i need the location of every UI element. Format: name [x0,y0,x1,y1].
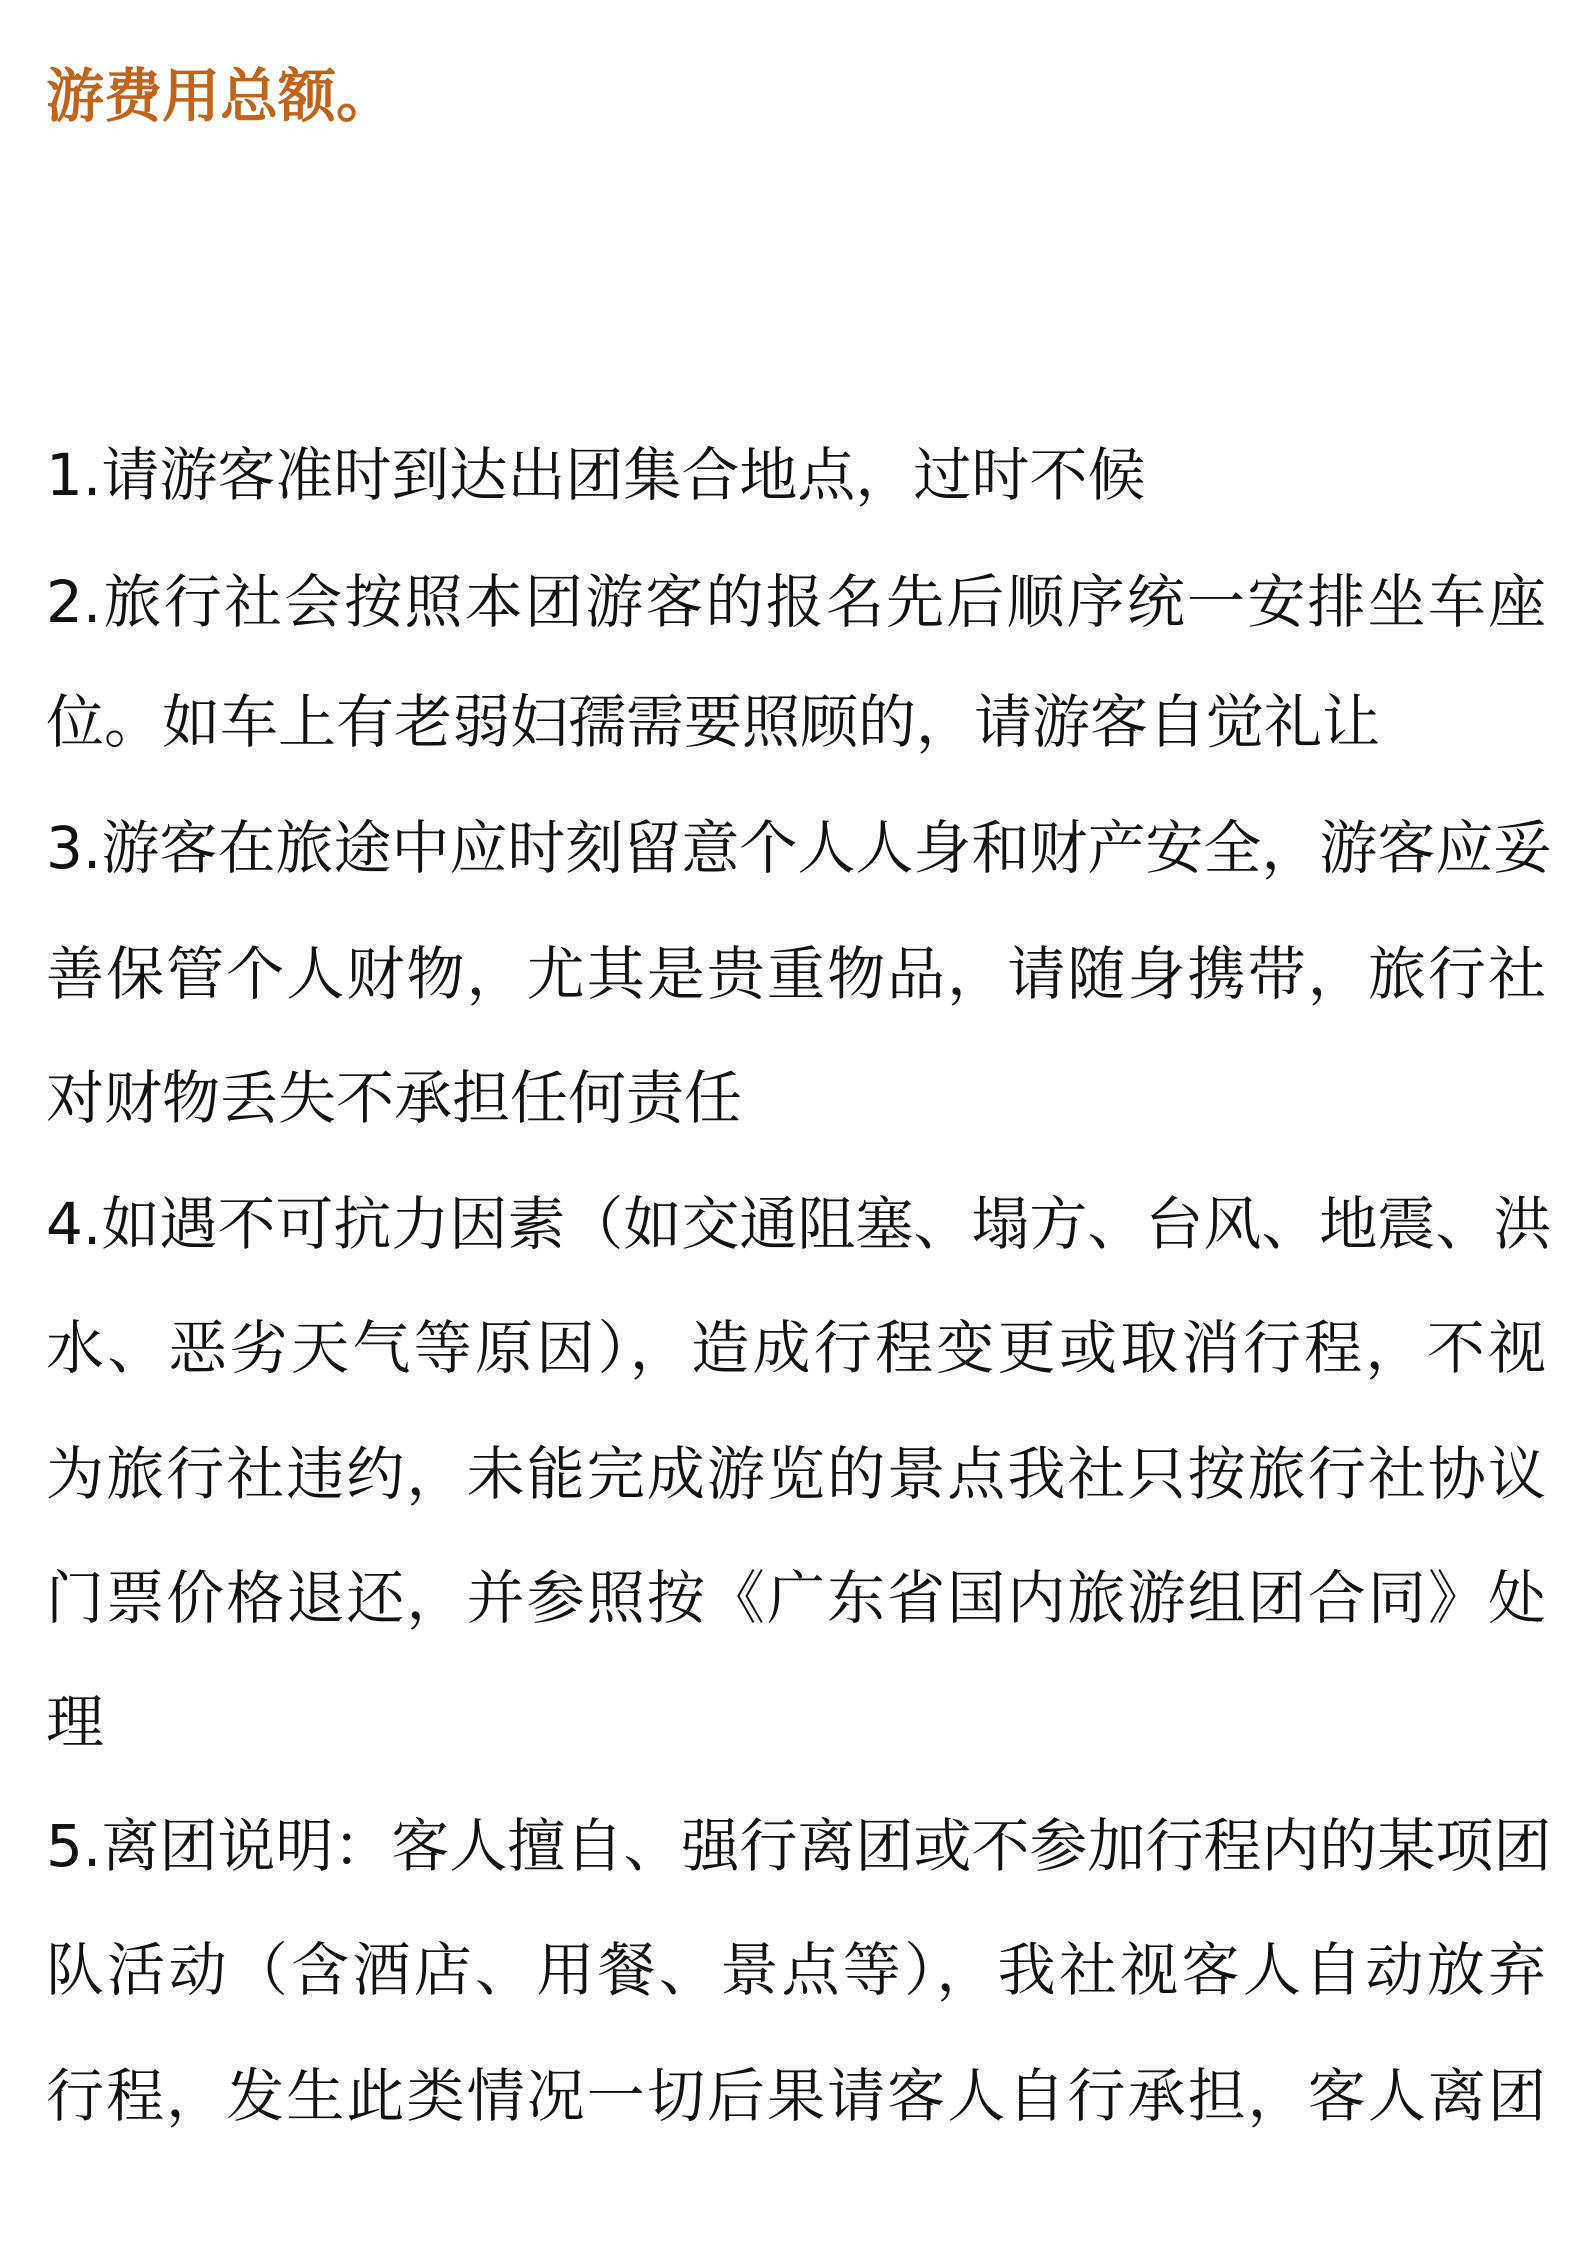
note-line-2: 2.旅行社会按照本团游客的报名先后顺序统一安排坐车座 [46,568,1546,636]
note-line-9: 为旅行社违约，未能完成游览的景点我社只按旅行社协议 [46,1440,1546,1508]
note-line-12: 5.离团说明：客人擅自、强行离团或不参加行程内的某项团 [46,1812,1552,1880]
note-line-8: 水、恶劣天气等原因），造成行程变更或取消行程，不视 [46,1314,1546,1382]
note-line-10: 门票价格退还，并参照按《广东省国内旅游组团合同》处 [46,1564,1546,1632]
note-line-3: 位。如车上有老弱妇孺需要照顾的，请游客自觉礼让 [46,688,1381,756]
note-line-1: 1.请游客准时到达出团集合地点，过时不候 [46,441,1146,509]
note-line-11: 理 [46,1688,105,1756]
note-line-14: 行程，发生此类情况一切后果请客人自行承担，客人离团 [46,2062,1546,2130]
note-line-7: 4.如遇不可抗力因素（如交通阻塞、塌方、台风、地震、洪 [46,1190,1552,1258]
note-line-6: 对财物丢失不承担任何责任 [46,1064,743,1132]
note-line-5: 善保管个人财物，尤其是贵重物品，请随身携带，旅行社 [46,940,1546,1008]
note-line-4: 3.游客在旅途中应时刻留意个人人身和财产安全，游客应妥 [46,814,1552,882]
section-heading-fragment: 游费用总额。 [46,62,395,130]
note-line-13: 队活动（含酒店、用餐、景点等），我社视客人自动放弃 [46,1936,1546,2004]
